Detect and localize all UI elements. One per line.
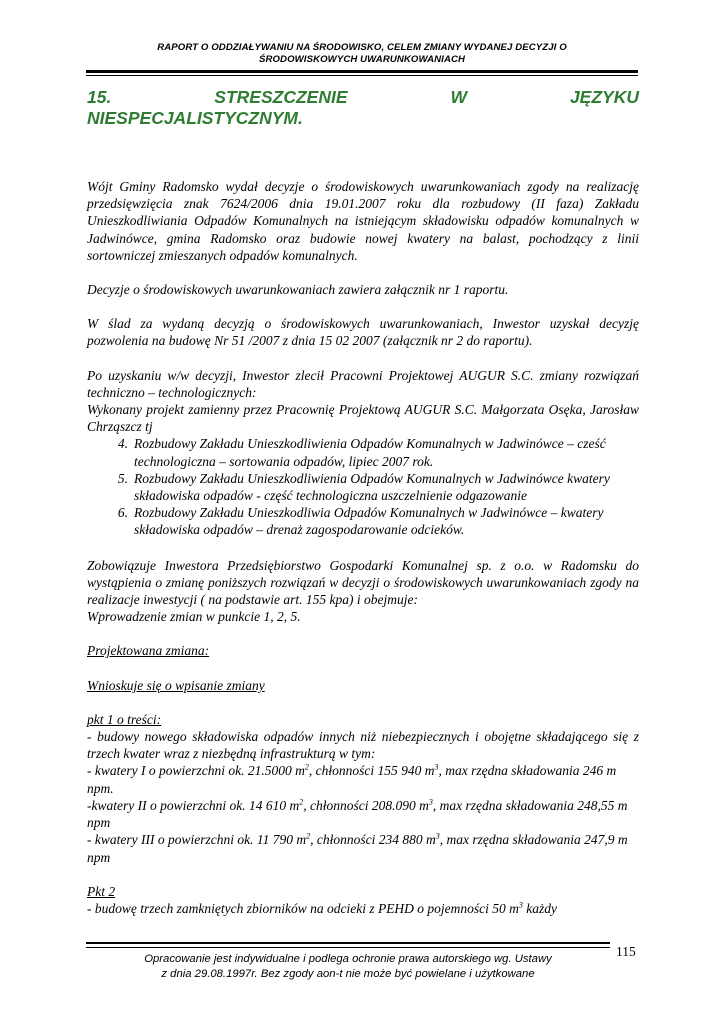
- list-item-number: 5.: [117, 470, 128, 486]
- footer-rule-thick: [86, 942, 610, 944]
- heading-point-1: pkt 1 o treści:: [87, 711, 162, 727]
- section-number: 15.: [87, 87, 112, 107]
- footer-line-1: Opracowanie jest indywidualne i podlega ochronie prawa autorskiego wg. Ustawy: [144, 953, 552, 965]
- document-body: [87, 178, 639, 917]
- paragraph-attachment: Decyzje o środowiskowych uwarunkowaniach zawiera załącznik nr 1 raportu.: [87, 282, 509, 298]
- heading-request: Wnioskuje się o wpisanie zmiany: [87, 677, 265, 693]
- point-1-text: - budowy nowego składowiska odpadów innych niż niebezpiecznych i obojętne składającego się z trzech kwater wraz z niezbędną infrastrukturą w tym:: [87, 729, 639, 762]
- title-word-2: W: [450, 87, 467, 107]
- list-item-text: Rozbudowy Zakładu Unieszkodliwienia Odpadów Komunalnych w Jadwinówce kwatery składowiska odpadów - część technologiczna uszczelnienie odgazowanie: [134, 470, 610, 504]
- page-number: 115: [616, 944, 636, 959]
- paragraph-decision: Wójt Gminy Radomsko wydał decyzje o środowiskowych uwarunkowaniach zgody na realizację przedsięwzięcia znak 7624/2006 dnia 19.01.2007 roku dla rozbudowy (II faza) Zakładu Unieszkodliwiania Odpadów Komunalnych na istniejącym składowisku odpadów komunalnych w Jadwinówce, gmina Radomsko oraz budowie nowej kwatery na balast, pochodzący z linii sortowniczej zmieszanych odpadów komunalnych.: [87, 179, 639, 263]
- paragraph-permit: W ślad za wydaną decyzją o środowiskowych uwarunkowaniach, Inwestor uzyskał decyzję pozwolenia na budowę Nr 51 /2007 z dnia 15 02 2007 (załącznik nr 2 do raportu).: [87, 316, 639, 349]
- list-item: [87, 470, 639, 504]
- section-title: [87, 87, 639, 129]
- header-rule-thin: [86, 75, 638, 76]
- project-list: [87, 435, 639, 538]
- list-item: [87, 504, 639, 538]
- header-rule-thick: [86, 70, 638, 73]
- quarter-3: - kwatery III o powierzchni ok. 11 790 $m^2$, chłonności 234 880 $m^3$, max rzędna składowania 247,9 m npm: [87, 831, 628, 865]
- point-2-text: - budowę trzech zamkniętych zbiorników na odcieki z PEHD o pojemności 50 $m^3$ każdy: [87, 900, 558, 916]
- title-line-2: NIESPECJALISTYCZNYM.: [87, 108, 303, 128]
- list-item: [87, 435, 639, 469]
- copyright-footer: [86, 952, 610, 982]
- paragraph-changes: Wprowadzenie zmian w punkcie 1, 2, 5.: [87, 609, 301, 625]
- header-line-1: RAPORT O ODDZIAŁYWANIU NA ŚRODOWISKO, CELEM ZMIANY WYDANEJ DECYZJI O: [157, 42, 567, 53]
- list-item-number: 6.: [117, 505, 128, 521]
- title-word-1: STRESZCZENIE: [214, 87, 348, 107]
- heading-projected-change: Projektowana zmiana:: [87, 643, 210, 659]
- list-item-number: 4.: [117, 436, 128, 452]
- running-header: [86, 42, 638, 66]
- title-word-3: JĘZYKU: [569, 87, 639, 107]
- list-item-text: Rozbudowy Zakładu Unieszkodliwia Odpadów Komunalnych w Jadwinówce – kwatery składowiska odpadów – drenaż zagospodarowanie odcieków.: [134, 505, 604, 538]
- quarter-2: -kwatery II o powierzchni ok. 14 610 $m^2$, chłonności 208.090 $m^3$, max rzędna składowania 248,55 m npm: [87, 797, 628, 831]
- paragraph-obligation: Zobowiązuje Inwestora Przedsiębiorstwo Gospodarki Komunalnej sp. z o.o. w Radomsku do wystąpienia o zmianę poniższych rozwiązań w decyzji o środowiskowych uwarunkowaniach zgody na realizacje inwestycji ( na podstawie art. 155 kpa) i obejmuje:: [87, 557, 639, 608]
- header-line-2: ŚRODOWISKOWYCH UWARUNKOWANIACH: [258, 54, 466, 65]
- footer-line-2: z dnia 29.08.1997r. Bez zgody aon-t nie może być powielane i użytkowane: [161, 968, 535, 980]
- footer-rule-thin: [86, 947, 610, 948]
- list-item-text: Rozbudowy Zakładu Unieszkodliwienia Odpadów Komunalnych w Jadwinówce – cześć technologiczna – sortowania odpadów, lipiec 2007 rok.: [134, 436, 606, 469]
- heading-point-2: Pkt 2: [87, 883, 116, 899]
- paragraph-commission: Po uzyskaniu w/w decyzji, Inwestor zlecił Pracowni Projektowej AUGUR S.C. zmiany rozwiązań techniczno – technologicznych:: [87, 367, 639, 400]
- quarter-1: - kwatery I o powierzchni ok. 21.5000 $m^2$, chłonności 155 940 $m^3$, max rzędna składowania 246 m npm.: [87, 762, 617, 796]
- paragraph-project: Wykonany projekt zamienny przez Pracownię Projektową AUGUR S.C. Małgorzata Osęka, Jarosław Chrząszcz tj: [87, 402, 639, 435]
